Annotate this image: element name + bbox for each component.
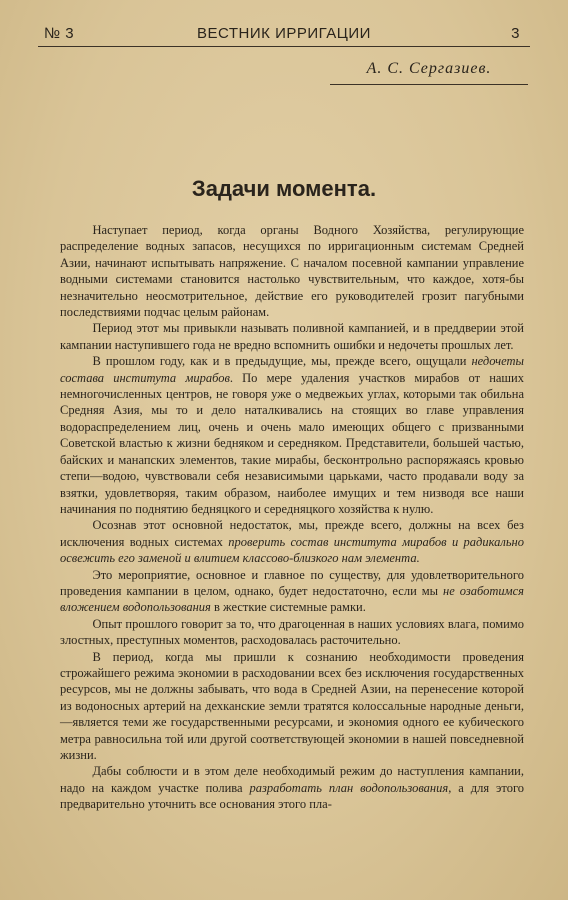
paragraph xyxy=(60,649,524,764)
issue-number: № 3 xyxy=(44,25,75,42)
article-body xyxy=(60,222,524,813)
text-run: В прошлом году, как и в предыдущие, мы, прежде всего, ощущали xyxy=(92,354,472,369)
text-run: Осознав этот основной недостаток, мы, прежде всего, должны на всех без исключения водных системах xyxy=(60,518,524,549)
text-run: в жесткие системные рамки. xyxy=(210,600,366,615)
italic-run: проверить состав института мирабов и радикально освежить его заменой и влитием классово-близкого нам элемента. xyxy=(60,534,524,566)
text-run: Опыт прошлого говорит за то, что драгоценная в наших условиях влага, помимо злостных, преступных моментов, расходовалась расточительно. xyxy=(60,616,524,648)
text-run: , а для этого предварительно уточнить все основания этого пла- xyxy=(60,780,525,812)
paragraph xyxy=(60,353,524,517)
paragraph xyxy=(60,763,524,812)
article-title: Задачи момента. xyxy=(191,176,377,201)
running-header xyxy=(38,22,530,47)
paragraph xyxy=(60,320,524,353)
text-run: Дабы соблюсти и в этом деле необходимый режим до наступления кампании, надо на каждом участке полива xyxy=(60,764,524,795)
text-run: . По мере удаления участков мирабов от наших немногочисленных центров, не говоря уже о медвежьих углах, которыми так обильна Средняя Азия, мы то и дело наталкивались на стоящих во главе управления водораспределением лиц, очень и очень мало имеющих общего с призванными Советской властью к жизни бедняком и середняком. Представители, большей частью, байских и манапских элементов, такие мирабы, бесконтрольно распоряжаясь кровью степи—водою, чувствовали себя независимыми царьками, часто продавали воду за взятки, удовлетворяя, таким образом, наиболее имущих и тем низводя все наши начинания по поднятию бедняцкого и середняцкого хозяйства к нулю. xyxy=(60,370,524,516)
paragraph xyxy=(60,567,524,616)
paragraph xyxy=(60,222,524,320)
text-run: Период этот мы привыкли называть поливной кампанией, и в преддверии этой кампании наступившего года не вредно вспомнить ошибки и недочеты прошлых лет. xyxy=(60,321,524,352)
italic-run: недочеты состава института мирабов xyxy=(60,354,524,385)
italic-run: не озаботимся вложением водопользования xyxy=(60,583,524,615)
text-run: Это мероприятие, основное и главное по существу, для удовлетворительного проведения кампании в целом, однако, будет недостаточно, если мы xyxy=(60,567,524,598)
text-run: В период, когда мы пришли к сознанию необходимости проведения строжайшего режима экономии в расходовании всех без исключения государственных ресурсов, мы не должны забывать, что вода в Средней Азии, на перенесение которой из водоносных артерий на дехканские земли тратятся колоссальные народные деньги,—является теми же государственными ресурсами, и экономия одного ее кубического метра равносильна той или другой соответствующей экономии в нашей повседневной жизни. xyxy=(60,649,524,762)
italic-run: разработать план водопользования xyxy=(249,780,449,795)
page-number: 3 xyxy=(511,25,520,42)
text-run: Наступает период, когда органы Водного Хозяйства, регулирующие распределение водных запасов, несущихся по ирригационным системам Средней Азии, начинают испытывать напряжение. С началом посевной кампании управление водными системами становится настолько чувствительным, что каждое, хотя-бы незначительно неосмотрительное, действие его руководителей грозит пагубными последствиями подчас целым районам. xyxy=(60,223,524,320)
paragraph xyxy=(60,616,524,649)
journal-title: ВЕСТНИК ИРРИГАЦИИ xyxy=(197,25,371,42)
paragraph xyxy=(60,517,524,566)
author-name: А. С. Сергазиев. xyxy=(330,60,528,85)
